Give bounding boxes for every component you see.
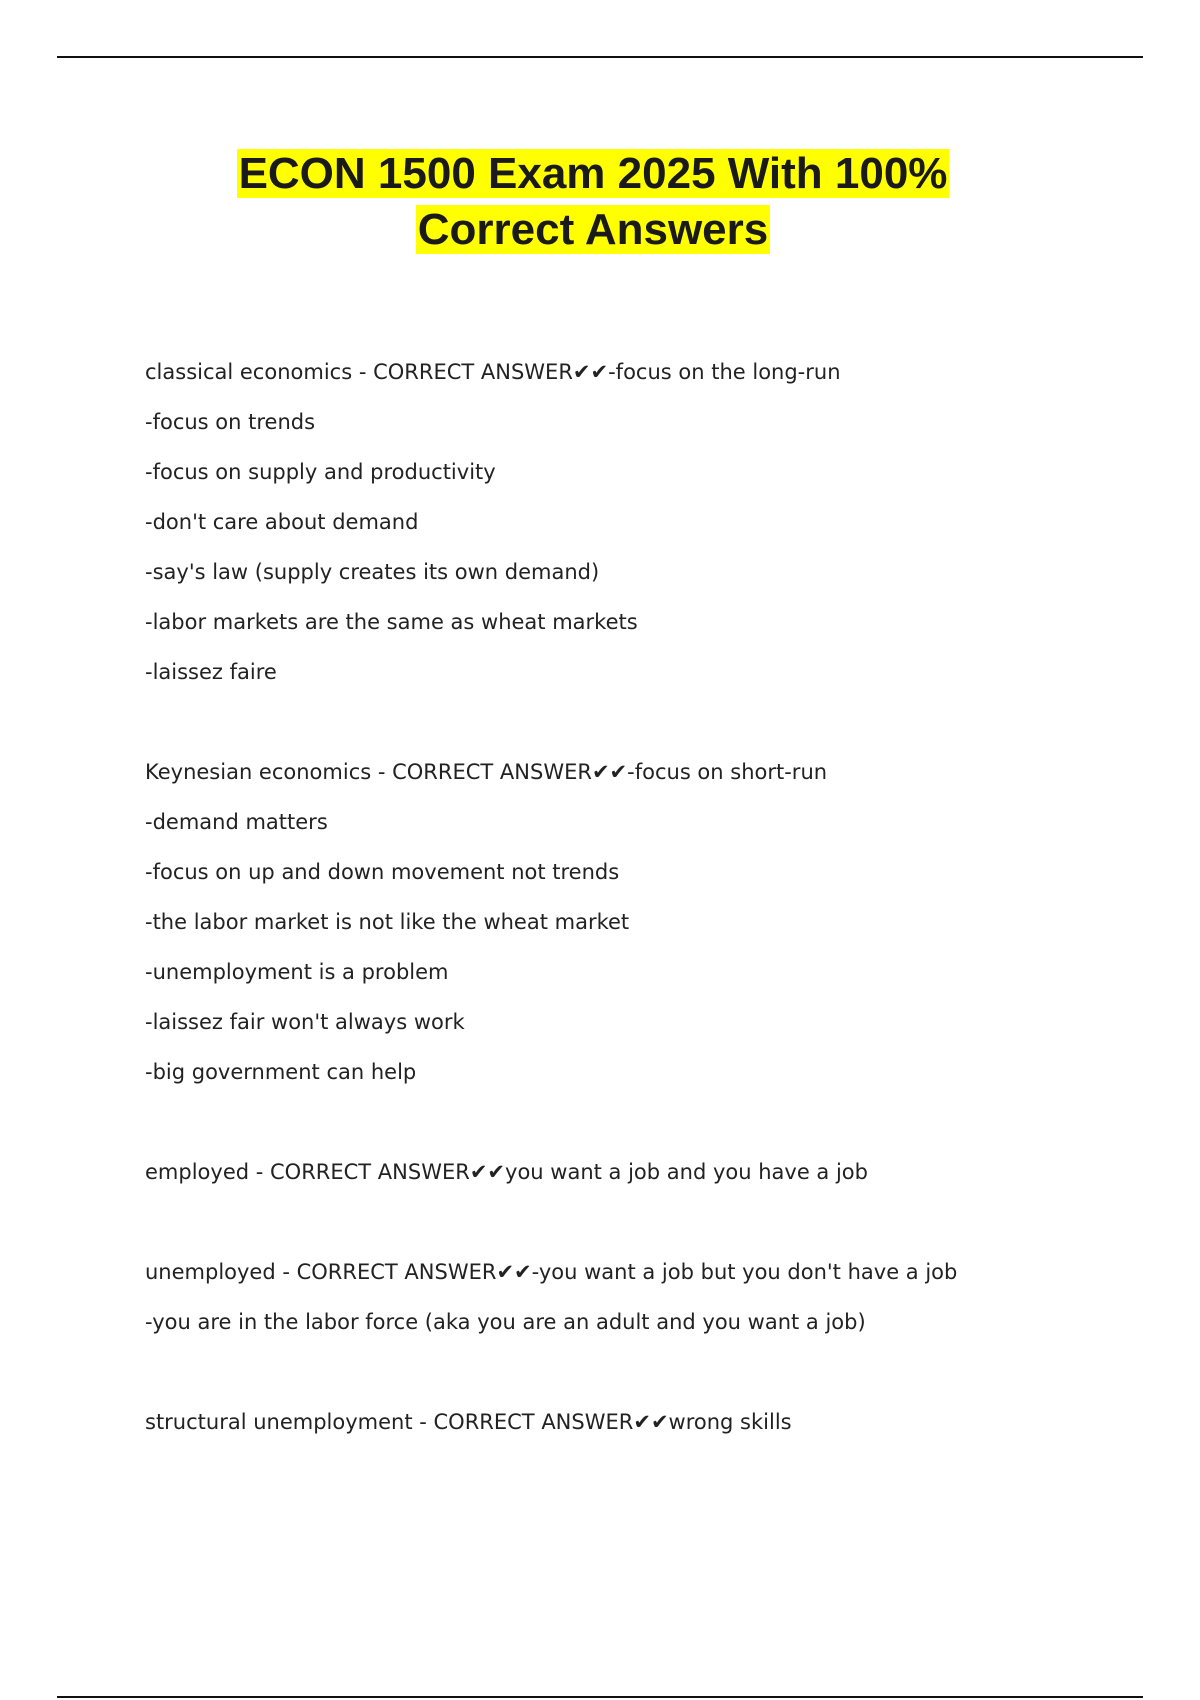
qa-line: unemployed - CORRECT ANSWER✔✔-you want a job but you don't have a job: [145, 1260, 958, 1284]
qa-line: -the labor market is not like the wheat market: [145, 910, 630, 934]
qa-list: [145, 356, 1045, 1506]
qa-line: -focus on up and down movement not trends: [145, 860, 620, 884]
qa-line: -you are in the labor force (aka you are an adult and you want a job): [145, 1310, 866, 1334]
qa-line: Keynesian economics - CORRECT ANSWER✔✔-focus on short-run: [145, 760, 828, 784]
header-rule: [57, 56, 1143, 58]
document-title: [120, 146, 1066, 258]
qa-entry-classical: [145, 356, 1045, 706]
qa-line: -demand matters: [145, 810, 328, 834]
qa-line: -unemployment is a problem: [145, 960, 449, 984]
qa-entry-structural-unemployment: [145, 1406, 1045, 1456]
qa-line: -laissez faire: [145, 660, 277, 684]
qa-entry-employed: [145, 1156, 1045, 1206]
qa-line: -laissez fair won't always work: [145, 1010, 465, 1034]
qa-line: -say's law (supply creates its own demand): [145, 560, 600, 584]
qa-line: employed - CORRECT ANSWER✔✔you want a job and you have a job: [145, 1160, 868, 1184]
footer-rule: [57, 1696, 1143, 1698]
title-line-1: ECON 1500 Exam 2025 With 100%: [238, 149, 948, 198]
qa-entry-keynesian: [145, 756, 1045, 1106]
qa-line: classical economics - CORRECT ANSWER✔✔-focus on the long-run: [145, 360, 841, 384]
qa-line: -labor markets are the same as wheat markets: [145, 610, 638, 634]
qa-line: -focus on supply and productivity: [145, 460, 496, 484]
qa-entry-unemployed: [145, 1256, 1045, 1356]
qa-line: structural unemployment - CORRECT ANSWER✔✔wrong skills: [145, 1410, 792, 1434]
qa-line: -big government can help: [145, 1060, 417, 1084]
qa-line: -don't care about demand: [145, 510, 419, 534]
title-line-2: Correct Answers: [417, 205, 769, 254]
qa-line: -focus on trends: [145, 410, 316, 434]
